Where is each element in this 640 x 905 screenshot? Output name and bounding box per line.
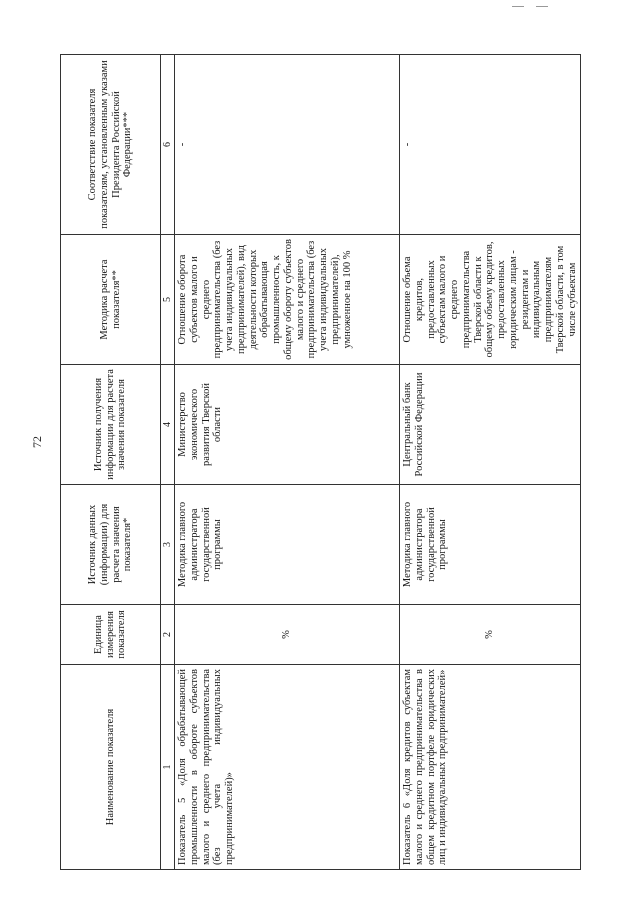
header-data-source: Источник данных (информации) для расчета значения показателя* bbox=[61, 485, 161, 605]
column-number: 6 bbox=[161, 55, 175, 235]
indicator-info-source: Министерство экономического развития Тверской области bbox=[175, 365, 400, 485]
indicator-unit: % bbox=[400, 605, 581, 665]
header-name: Наименование показателя bbox=[61, 665, 161, 870]
scan-mark bbox=[536, 6, 548, 7]
indicator-data-source: Методика главного администратора государственной программы bbox=[400, 485, 581, 605]
column-number-row bbox=[161, 55, 175, 870]
indicator-name: Показатель 5 «Доля обрабатывающей промышленности в обороте субъектов малого и среднего предпринимательства (без учета индивидуальных предпринимателей)» bbox=[175, 665, 400, 870]
header-conformity: Соответствие показателя показателям, установленным указами Президента Российской Федерации*** bbox=[61, 55, 161, 235]
indicator-method: Отношение объема кредитов, предоставленных субъектам малого и среднего предпринимательства Тверской области к общему объему кредитов, предоставленных юридическим лицам - резидентам и индивидуальным предпринимателям Тверской области, в том числе субъектам bbox=[400, 235, 581, 365]
indicator-name: Показатель 6 «Доля кредитов субъектам малого и среднего предпринимательства в общем кредитном портфеле юридических лиц и индивидуальных предпринимателей» bbox=[400, 665, 581, 870]
indicators-table bbox=[60, 54, 581, 870]
header-unit: Единица измерения показателя bbox=[61, 605, 161, 665]
rotated-document bbox=[60, 55, 580, 870]
column-number: 5 bbox=[161, 235, 175, 365]
column-number: 2 bbox=[161, 605, 175, 665]
indicator-data-source: Методика главного администратора государственной программы bbox=[175, 485, 400, 605]
table-row bbox=[175, 55, 400, 870]
page-number: 72 bbox=[30, 436, 44, 448]
scan-mark bbox=[512, 6, 524, 7]
column-number: 4 bbox=[161, 365, 175, 485]
indicator-method: Отношение оборота субъектов малого и среднего предпринимательства (без учета индивидуальных предпринимателей), вид деятельности которых обрабатывающая промышленность, к общему обороту субъектов малого и среднего предпринимательства (без учета индивидуальных предпринимателей), умноженное на 100 % bbox=[175, 235, 400, 365]
header-method: Методика расчета показателя** bbox=[61, 235, 161, 365]
indicator-unit: % bbox=[175, 605, 400, 665]
column-number: 1 bbox=[161, 665, 175, 870]
indicator-conformity: - bbox=[175, 55, 400, 235]
header-row bbox=[61, 55, 161, 870]
indicator-info-source: Центральный банк Российской Федерации bbox=[400, 365, 581, 485]
column-number: 3 bbox=[161, 485, 175, 605]
table-row bbox=[400, 55, 581, 870]
header-info-source: Источник получения информации для расчета значения показателя bbox=[61, 365, 161, 485]
indicator-conformity: - bbox=[400, 55, 581, 235]
